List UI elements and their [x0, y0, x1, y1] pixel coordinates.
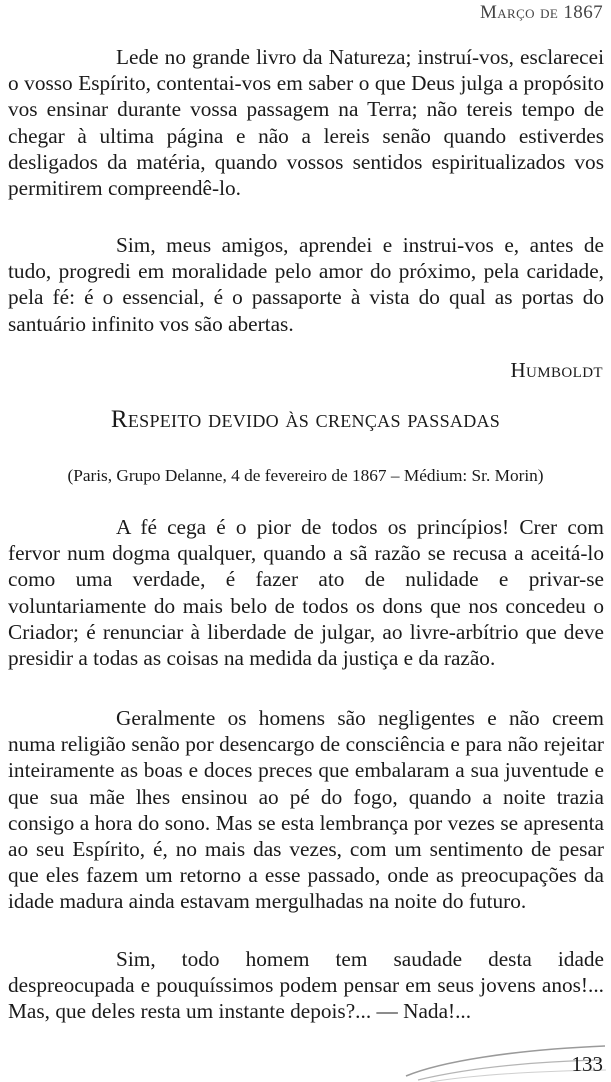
section-title: Respeito devido às crenças passadas [110, 406, 501, 433]
page-number: 133 [571, 1052, 603, 1076]
running-head: Março de 1867 [479, 2, 603, 23]
paragraph-1: Lede no grande livro da Natureza; instruí-vos, esclarecei o vosso Espírito, contentai-vos em saber o que Deus julga a propósito vos ensinar durante vossa passagem na Terra; não tereis tempo de chegar à ultima página e não a lereis senão quando estiverdes desligados da matéria, quando vossos sentidos espiritualizados vos permitirem compreendê-lo. [8, 45, 604, 201]
paragraph-2: Sim, meus amigos, aprendei e instrui-vos e, antes de tudo, progredi em moralidade pelo amor do próximo, pela caridade, pela fé: é o essencial, é o passaporte à vista do qual as portas do santuário infinito vos são abertas. [8, 233, 604, 336]
signature: Humboldt [510, 358, 603, 382]
section-subtitle: (Paris, Grupo Delanne, 4 de fevereiro de 1867 – Médium: Sr. Morin) [67, 466, 544, 485]
paragraph-3: A fé cega é o pior de todos os princípios! Crer com fervor num dogma qualquer, quando a sã razão se recusa a aceitá-lo como uma verdade, é fazer ato de nulidade e privar-se voluntariamente do mais belo de todos os dons que nos concedeu o Criador; é renunciar à liberdade de julgar, ao livre-arbítrio que deve presidir a todas as coisas na medida da justiça e da razão. [8, 515, 604, 671]
paragraph-4: Geralmente os homens são negligentes e não creem numa religião senão por desencargo de consciência e para não rejeitar inteiramente as boas e doces preces que embalaram a sua juventude e que sua mãe lhes ensinou ao pé do fogo, quando a noite trazia consigo a hora do sono. Mas se esta lembrança por vezes se apresenta ao seu Espírito, é, no mais das vezes, com um sentimento de pesar que eles fazem um retorno a esse passado, onde as preocupações da idade madura ainda estavam mergulhadas na noite do futuro. [8, 706, 604, 914]
paragraph-5: Sim, todo homem tem saudade desta idade despreocupada e pouquíssimos podem pensar em seus jovens anos!... Mas, que deles resta um instante depois?... — Nada!... [8, 947, 604, 1024]
